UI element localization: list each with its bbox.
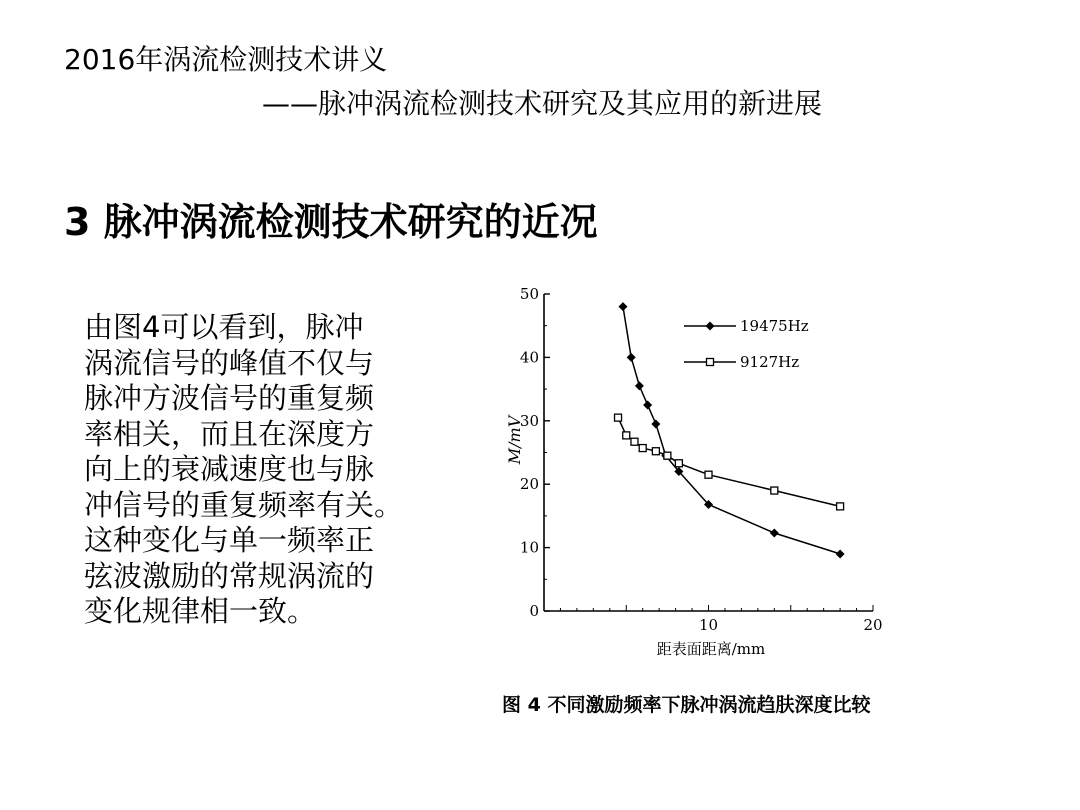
body-paragraph [84, 310, 484, 630]
x-tick-label: 10 [698, 616, 719, 634]
legend-marker-2 [707, 359, 714, 366]
y-tick-label: 0 [529, 602, 539, 620]
body-line: 弦波激励的常规涡流的 [84, 558, 375, 593]
data-point-1 [635, 381, 644, 390]
data-point-2 [615, 414, 622, 421]
legend-marker-1 [706, 322, 715, 331]
data-point-1 [627, 353, 636, 362]
data-point-1 [770, 529, 779, 538]
data-point-1 [618, 302, 627, 311]
y-tick-label: 30 [519, 411, 539, 430]
data-point-2 [675, 460, 682, 467]
x-axis-label: 距表面距离/mm [656, 640, 766, 658]
data-point-2 [705, 471, 712, 478]
body-line: 率相关，而且在深度方 [84, 416, 375, 451]
body-line: 涡流信号的峰值不仅与 [84, 345, 375, 380]
figure-caption: 图 4 不同激励频率下脉冲涡流趋肤深度比较 [502, 694, 871, 716]
y-tick-label: 50 [519, 285, 539, 303]
y-tick-label: 10 [519, 538, 539, 557]
x-tick-label: 20 [863, 616, 883, 634]
data-point-1 [836, 549, 845, 558]
legend-label-2: 9127Hz [740, 353, 800, 371]
data-point-2 [652, 448, 659, 455]
data-point-2 [631, 438, 638, 445]
data-point-2 [623, 432, 630, 439]
series-line-2 [618, 418, 840, 507]
figure-4 [486, 280, 1006, 720]
series-line-1 [623, 307, 840, 554]
data-point-2 [664, 452, 671, 459]
y-tick-label: 20 [519, 475, 539, 494]
body-line: 由图4可以看到，脉冲 [84, 310, 364, 344]
body-line: 冲信号的重复频率有关。 [84, 487, 404, 522]
y-tick-label: 40 [519, 348, 539, 367]
body-line: 脉冲方波信号的重复频 [84, 381, 375, 415]
section-title: 3 脉冲涡流检测技术研究的近况 [64, 200, 598, 244]
data-point-1 [643, 400, 652, 409]
body-line: 这种变化与单一频率正 [84, 523, 375, 557]
data-point-1 [651, 419, 660, 428]
data-point-2 [771, 487, 778, 494]
body-line: 变化规律相一致。 [84, 594, 317, 628]
header-subtitle: ——脉冲涡流检测技术研究及其应用的新进展 [262, 87, 823, 120]
header-title: 2016年涡流检测技术讲义 [64, 43, 388, 76]
legend-label-1: 19475Hz [740, 317, 809, 335]
data-point-2 [639, 445, 646, 452]
skin-depth-chart [486, 280, 1006, 720]
data-point-2 [837, 503, 844, 510]
y-axis-label: M/mV [505, 415, 524, 465]
body-line: 向上的衰减速度也与脉 [84, 452, 375, 486]
